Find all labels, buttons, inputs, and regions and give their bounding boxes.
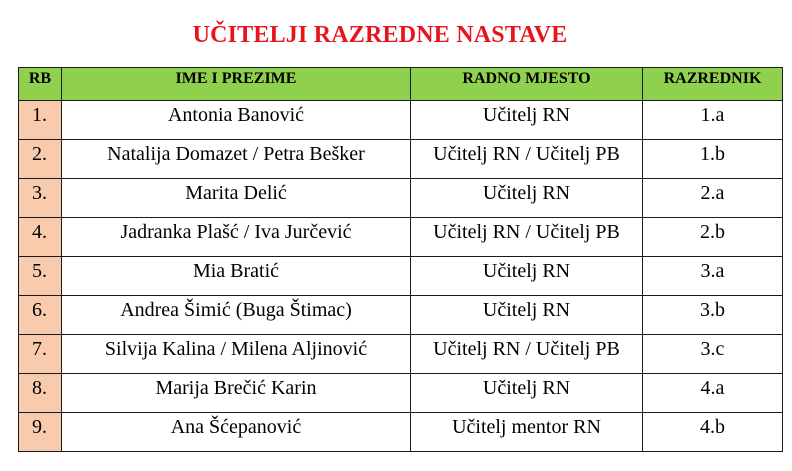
cell-position: Učitelj RN [411,257,643,296]
cell-name: Silvija Kalina / Milena Aljinović [62,335,411,374]
cell-rb: 9. [19,413,62,452]
cell-rb: 8. [19,374,62,413]
cell-position: Učitelj RN [411,296,643,335]
table-row [19,140,783,179]
cell-class-teacher: 4.b [643,413,783,452]
cell-name: Mia Bratić [62,257,411,296]
header-name: IME I PREZIME [62,68,411,101]
cell-class-teacher: 3.a [643,257,783,296]
cell-rb: 3. [19,179,62,218]
cell-class-teacher: 2.a [643,179,783,218]
table-header-row [19,68,783,101]
cell-rb: 4. [19,218,62,257]
cell-position: Učitelj RN [411,179,643,218]
cell-class-teacher: 4.a [643,374,783,413]
table-row [19,179,783,218]
table-row [19,296,783,335]
table-row [19,257,783,296]
cell-position: Učitelj mentor RN [411,413,643,452]
cell-name: Natalija Domazet / Petra Bešker [62,140,411,179]
cell-position: Učitelj RN / Učitelj PB [411,335,643,374]
header-position: RADNO MJESTO [411,68,643,101]
cell-name: Marita Delić [62,179,411,218]
cell-name: Marija Brečić Karin [62,374,411,413]
cell-class-teacher: 3.b [643,296,783,335]
cell-position: Učitelj RN [411,374,643,413]
table-row [19,335,783,374]
cell-position: Učitelj RN [411,101,643,140]
cell-name: Antonia Banović [62,101,411,140]
cell-class-teacher: 1.b [643,140,783,179]
header-class-teacher: RAZREDNIK [643,68,783,101]
cell-name: Andrea Šimić (Buga Štimac) [62,296,411,335]
cell-name: Ana Šćepanović [62,413,411,452]
teachers-table [18,67,783,452]
cell-rb: 5. [19,257,62,296]
cell-name: Jadranka Plašć / Iva Jurčević [62,218,411,257]
table-row [19,101,783,140]
table-row [19,413,783,452]
cell-class-teacher: 3.c [643,335,783,374]
cell-rb: 2. [19,140,62,179]
cell-rb: 6. [19,296,62,335]
cell-rb: 7. [19,335,62,374]
cell-position: Učitelj RN / Učitelj PB [411,140,643,179]
cell-rb: 1. [19,101,62,140]
page-title: UČITELJI RAZREDNE NASTAVE [192,22,568,48]
cell-position: Učitelj RN / Učitelj PB [411,218,643,257]
table-row [19,218,783,257]
cell-class-teacher: 1.a [643,101,783,140]
header-rb: RB [19,68,62,101]
table-row [19,374,783,413]
cell-class-teacher: 2.b [643,218,783,257]
